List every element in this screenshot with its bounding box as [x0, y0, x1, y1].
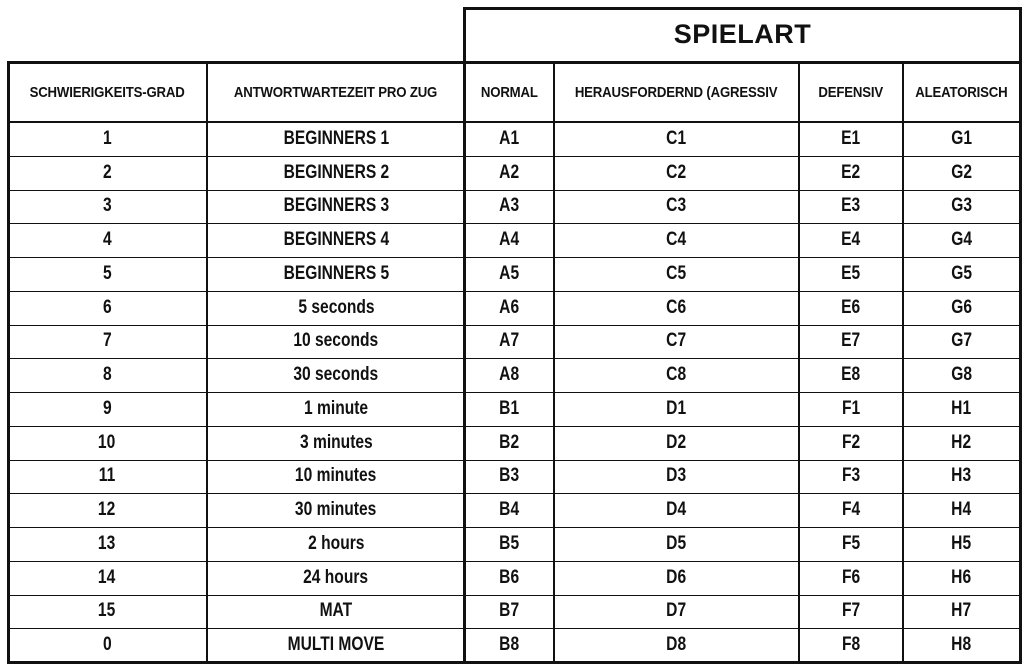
- cell-text: G1: [951, 127, 972, 149]
- table-cell-defensive: [801, 393, 901, 425]
- cell-text: 1 minute: [303, 397, 369, 419]
- cell-text: C8: [666, 364, 687, 386]
- table-cell-level: [9, 528, 205, 560]
- table-cell-normal: [467, 393, 552, 425]
- column-header-normal: [467, 62, 552, 122]
- cell-text: 9: [102, 397, 112, 419]
- table-cell-aggressive: [556, 427, 797, 459]
- table-cell-level: [9, 292, 205, 324]
- table-cell-random: [905, 292, 1018, 324]
- table-cell-defensive: [801, 224, 901, 256]
- cell-text: C3: [666, 195, 687, 217]
- cell-text: C5: [666, 262, 687, 284]
- cell-text: H2: [951, 431, 972, 453]
- column-header-label: NORMAL: [481, 83, 538, 101]
- table-cell-random: [905, 427, 1018, 459]
- column-header-label: DEFENSIV: [818, 83, 884, 101]
- table-cell-aggressive: [556, 326, 797, 358]
- grid-line: [206, 62, 208, 664]
- table-cell-time: [209, 393, 463, 425]
- table-cell-normal: [467, 123, 552, 155]
- cell-text: 10 minutes: [295, 465, 377, 487]
- table-cell-defensive: [801, 326, 901, 358]
- cell-text: C1: [666, 127, 687, 149]
- cell-text: B7: [499, 600, 520, 622]
- cell-text: G4: [951, 229, 972, 251]
- grid-line: [902, 62, 904, 664]
- cell-text: D3: [666, 465, 687, 487]
- column-header-label: ANTWORTWARTEZEIT PRO ZUG: [234, 83, 438, 101]
- cell-text: 11: [98, 465, 116, 487]
- cell-text: A5: [499, 262, 520, 284]
- table-cell-aggressive: [556, 461, 797, 493]
- cell-text: 3 minutes: [299, 431, 373, 453]
- table-cell-random: [905, 562, 1018, 594]
- table-cell-level: [9, 562, 205, 594]
- table-cell-time: [209, 427, 463, 459]
- table-cell-random: [905, 258, 1018, 290]
- cell-text: 5: [102, 262, 112, 284]
- cell-text: F6: [841, 566, 861, 588]
- cell-text: E1: [841, 127, 861, 149]
- table-cell-normal: [467, 258, 552, 290]
- cell-text: 10: [98, 431, 116, 453]
- table-cell-defensive: [801, 494, 901, 526]
- cell-text: 2: [102, 161, 112, 183]
- cell-text: D5: [666, 532, 687, 554]
- cell-text: B2: [499, 431, 520, 453]
- table-cell-level: [9, 461, 205, 493]
- table-cell-random: [905, 123, 1018, 155]
- cell-text: H3: [951, 465, 972, 487]
- table-cell-normal: [467, 191, 552, 223]
- cell-text: B3: [499, 465, 520, 487]
- cell-text: D6: [666, 566, 687, 588]
- cell-text: G2: [951, 161, 972, 183]
- cell-text: 15: [98, 600, 116, 622]
- cell-text: 30 minutes: [295, 499, 377, 521]
- grid-line: [463, 62, 466, 664]
- table-cell-normal: [467, 562, 552, 594]
- cell-text: H5: [951, 532, 972, 554]
- cell-text: G5: [951, 262, 972, 284]
- cell-text: A7: [499, 330, 520, 352]
- column-header-random: [905, 62, 1018, 122]
- table-cell-aggressive: [556, 528, 797, 560]
- table-cell-level: [9, 224, 205, 256]
- cell-text: BEGINNERS 2: [283, 161, 389, 183]
- table-cell-aggressive: [556, 292, 797, 324]
- table-cell-aggressive: [556, 157, 797, 189]
- table-cell-random: [905, 191, 1018, 223]
- cell-text: BEGINNERS 4: [283, 229, 389, 251]
- table-cell-level: [9, 123, 205, 155]
- cell-text: E4: [841, 229, 861, 251]
- table-cell-normal: [467, 596, 552, 628]
- cell-text: D7: [666, 600, 687, 622]
- table-cell-defensive: [801, 157, 901, 189]
- cell-text: MAT: [319, 600, 353, 622]
- cell-text: H6: [951, 566, 972, 588]
- cell-text: B4: [499, 499, 520, 521]
- table-cell-aggressive: [556, 393, 797, 425]
- table-cell-level: [9, 326, 205, 358]
- table-cell-aggressive: [556, 224, 797, 256]
- cell-text: 30 seconds: [293, 364, 379, 386]
- cell-text: C6: [666, 296, 687, 318]
- cell-text: 8: [102, 364, 112, 386]
- table-cell-level: [9, 359, 205, 391]
- table-cell-aggressive: [556, 629, 797, 661]
- cell-text: 14: [98, 566, 116, 588]
- table-cell-defensive: [801, 427, 901, 459]
- cell-text: F4: [841, 499, 861, 521]
- cell-text: E7: [841, 330, 861, 352]
- cell-text: 12: [98, 499, 116, 521]
- cell-text: E5: [841, 262, 861, 284]
- cell-text: C7: [666, 330, 687, 352]
- cell-text: 6: [102, 296, 112, 318]
- table-cell-time: [209, 157, 463, 189]
- table-cell-defensive: [801, 629, 901, 661]
- column-header-label: HERAUSFORDERND (AGRESSIV: [575, 83, 778, 101]
- table-cell-random: [905, 326, 1018, 358]
- column-header-aggressive: [556, 62, 797, 122]
- cell-text: F8: [841, 634, 861, 656]
- cell-text: H8: [951, 634, 972, 656]
- table-cell-aggressive: [556, 258, 797, 290]
- table-cell-aggressive: [556, 494, 797, 526]
- table-cell-level: [9, 494, 205, 526]
- table-cell-random: [905, 461, 1018, 493]
- cell-text: A3: [499, 195, 520, 217]
- cell-text: 1: [102, 127, 112, 149]
- table-cell-time: [209, 292, 463, 324]
- cell-text: B5: [499, 532, 520, 554]
- table-cell-random: [905, 494, 1018, 526]
- column-header-label: SCHWIERIGKEITS-GRAD: [29, 83, 185, 101]
- cell-text: D2: [666, 431, 687, 453]
- table-cell-random: [905, 596, 1018, 628]
- cell-text: G6: [951, 296, 972, 318]
- cell-text: 7: [102, 330, 112, 352]
- table-cell-normal: [467, 461, 552, 493]
- cell-text: C2: [666, 161, 687, 183]
- cell-text: BEGINNERS 3: [283, 195, 389, 217]
- cell-text: G3: [951, 195, 972, 217]
- cell-text: D1: [666, 397, 687, 419]
- grid-line: [1019, 62, 1022, 664]
- table-cell-time: [209, 258, 463, 290]
- cell-text: A2: [499, 161, 520, 183]
- cell-text: BEGINNERS 5: [283, 262, 389, 284]
- table-cell-random: [905, 629, 1018, 661]
- cell-text: 0: [102, 634, 112, 656]
- cell-text: F3: [841, 465, 861, 487]
- table-cell-normal: [467, 427, 552, 459]
- cell-text: A6: [499, 296, 520, 318]
- cell-text: B1: [499, 397, 520, 419]
- table-cell-random: [905, 528, 1018, 560]
- table-cell-aggressive: [556, 359, 797, 391]
- cell-text: 5 seconds: [297, 296, 375, 318]
- cell-text: B6: [499, 566, 520, 588]
- column-header-level: [9, 62, 205, 122]
- table-cell-random: [905, 224, 1018, 256]
- cell-text: E3: [841, 195, 861, 217]
- cell-text: 3: [102, 195, 112, 217]
- table-cell-random: [905, 359, 1018, 391]
- table-cell-defensive: [801, 292, 901, 324]
- cell-text: G7: [951, 330, 972, 352]
- grid-line: [553, 62, 555, 664]
- table-cell-normal: [467, 629, 552, 661]
- table-cell-time: [209, 224, 463, 256]
- table-cell-level: [9, 258, 205, 290]
- table-cell-normal: [467, 528, 552, 560]
- cell-text: H1: [951, 397, 972, 419]
- cell-text: A4: [499, 229, 520, 251]
- table-cell-time: [209, 562, 463, 594]
- cell-text: F5: [841, 532, 861, 554]
- cell-text: MULTI MOVE: [287, 634, 385, 656]
- table-cell-time: [209, 359, 463, 391]
- cell-text: E2: [841, 161, 861, 183]
- table-cell-aggressive: [556, 123, 797, 155]
- table-cell-defensive: [801, 359, 901, 391]
- cell-text: F7: [841, 600, 861, 622]
- table-cell-level: [9, 427, 205, 459]
- cell-text: F1: [841, 397, 861, 419]
- cell-text: H4: [951, 499, 972, 521]
- table-cell-level: [9, 191, 205, 223]
- column-header-time: [209, 62, 463, 122]
- table-cell-defensive: [801, 461, 901, 493]
- cell-text: H7: [951, 600, 972, 622]
- cell-text: 4: [102, 229, 112, 251]
- group-header-spielart: SPIELART: [673, 18, 812, 49]
- table-cell-level: [9, 629, 205, 661]
- cell-text: B8: [499, 634, 520, 656]
- cell-text: 24 hours: [303, 566, 369, 588]
- table-cell-normal: [467, 359, 552, 391]
- grid-line: [1019, 7, 1022, 62]
- table-cell-normal: [467, 224, 552, 256]
- cell-text: 2 hours: [307, 532, 365, 554]
- cell-text: E8: [841, 364, 861, 386]
- column-header-label: ALEATORISCH: [915, 83, 1008, 101]
- table-cell-defensive: [801, 191, 901, 223]
- table-cell-time: [209, 494, 463, 526]
- cell-text: D8: [666, 634, 687, 656]
- table-cell-aggressive: [556, 191, 797, 223]
- table-cell-defensive: [801, 562, 901, 594]
- grid-line: [463, 7, 1022, 10]
- table-cell-time: [209, 596, 463, 628]
- table-cell-normal: [467, 157, 552, 189]
- table-cell-defensive: [801, 123, 901, 155]
- table-cell-random: [905, 393, 1018, 425]
- column-header-defensive: [801, 62, 901, 122]
- cell-text: E6: [841, 296, 861, 318]
- table-cell-defensive: [801, 258, 901, 290]
- table-cell-time: [209, 326, 463, 358]
- table-cell-normal: [467, 494, 552, 526]
- cell-text: G8: [951, 364, 972, 386]
- table-cell-time: [209, 461, 463, 493]
- table-cell-normal: [467, 292, 552, 324]
- grid-line: [798, 62, 800, 664]
- cell-text: D4: [666, 499, 687, 521]
- table-cell-level: [9, 596, 205, 628]
- table-cell-time: [209, 191, 463, 223]
- table-cell-aggressive: [556, 596, 797, 628]
- cell-text: F2: [841, 431, 861, 453]
- cell-text: C4: [666, 229, 687, 251]
- table-cell-time: [209, 123, 463, 155]
- cell-text: 13: [98, 532, 116, 554]
- table-cell-defensive: [801, 528, 901, 560]
- cell-text: A1: [499, 127, 520, 149]
- table-cell-normal: [467, 326, 552, 358]
- table-cell-random: [905, 157, 1018, 189]
- grid-line: [7, 661, 1022, 664]
- table-cell-level: [9, 393, 205, 425]
- table-cell-level: [9, 157, 205, 189]
- table-cell-aggressive: [556, 562, 797, 594]
- table-cell-defensive: [801, 596, 901, 628]
- cell-text: 10 seconds: [293, 330, 379, 352]
- grid-line: [463, 7, 466, 62]
- cell-text: A8: [499, 364, 520, 386]
- table-cell-time: [209, 528, 463, 560]
- table-cell-time: [209, 629, 463, 661]
- cell-text: BEGINNERS 1: [283, 127, 389, 149]
